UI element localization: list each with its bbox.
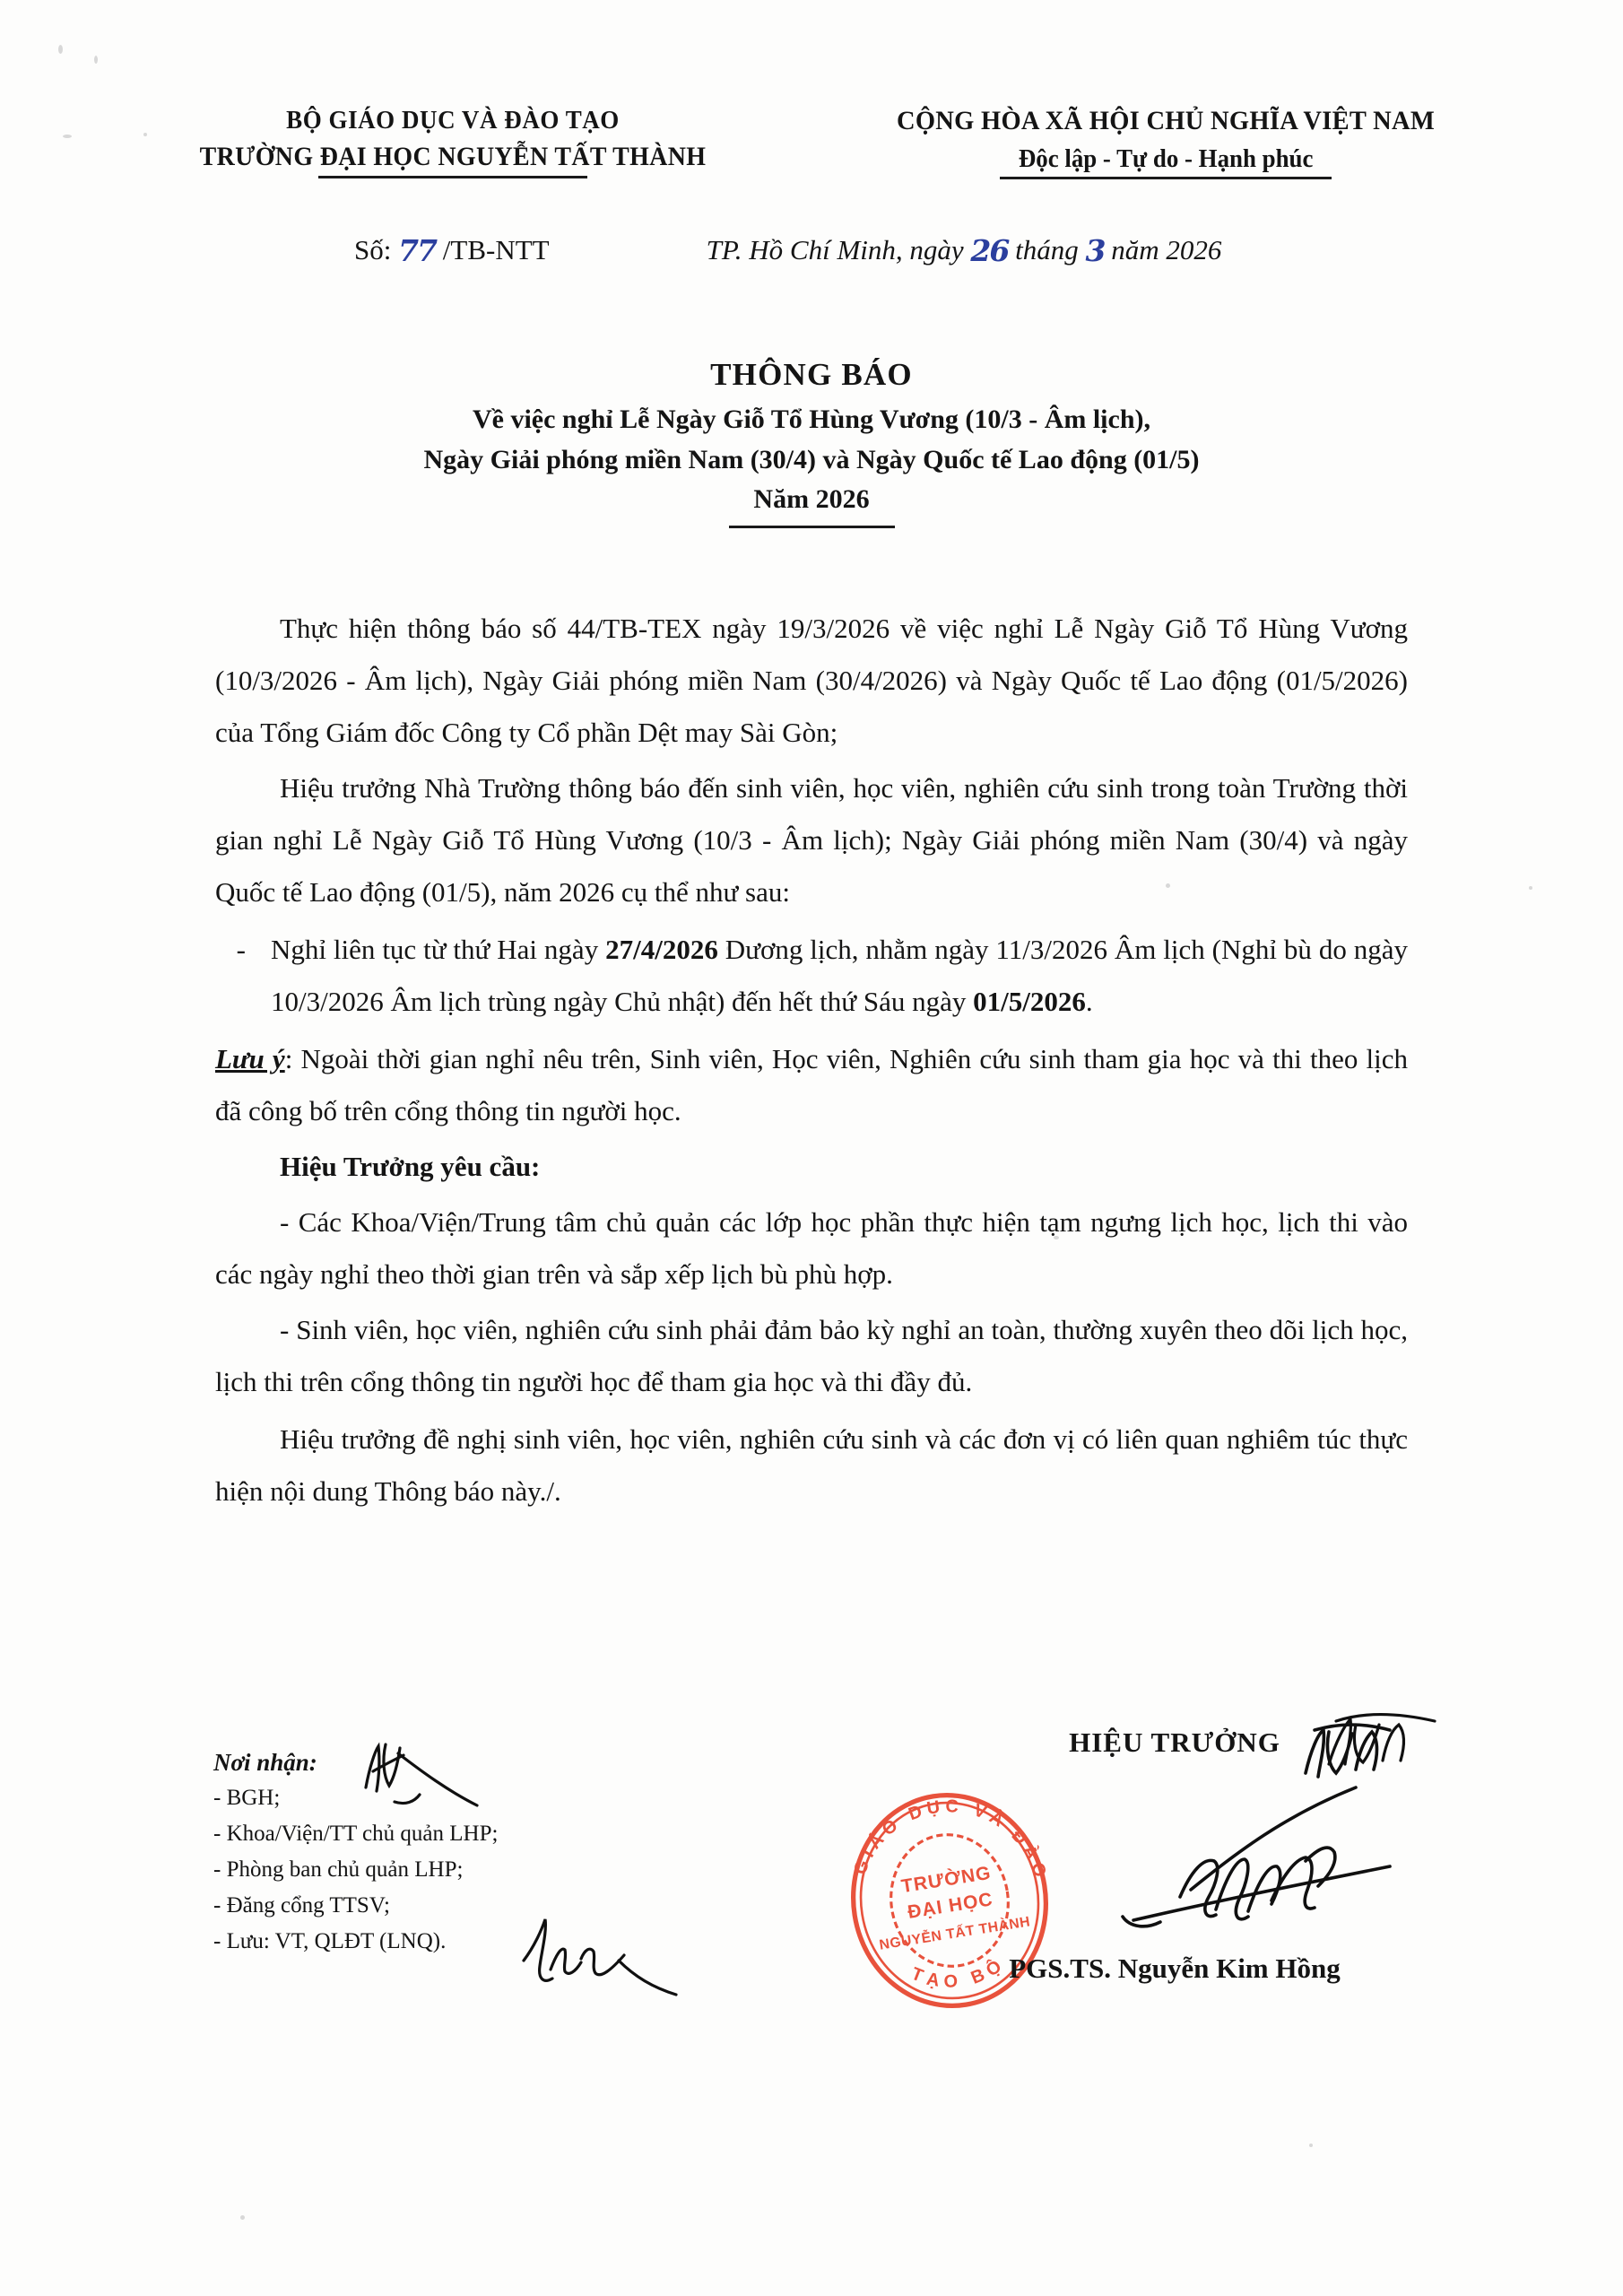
header-divider-left [318, 176, 587, 178]
signature-block [924, 1726, 1426, 1985]
svg-text:TẠO BỘ: TẠO BỘ [908, 1952, 1011, 1992]
recipient-item: - Phòng ban chủ quản LHP; [213, 1857, 464, 1882]
request-item-2: - Sinh viên, học viên, nghiên cứu sinh phải đảm bảo kỳ nghỉ an toàn, thường xuyên theo dõi lịch học, lịch thi trên cổng thông tin người học để tham gia học và thi đầy đủ. [215, 1314, 1408, 1397]
university-name: TRƯỜNG ĐẠI HỌC NGUYỄN TẤT THÀNH [199, 142, 707, 171]
recipient-item: - Lưu: VT, QLĐT (LNQ). [213, 1929, 447, 1953]
title-divider [729, 526, 895, 528]
bullet-text-part-3: . [1085, 986, 1093, 1017]
scan-speck [240, 2215, 245, 2220]
recipient-item: - BGH; [213, 1786, 281, 1810]
request-heading: Hiệu Trưởng yêu cầu: [280, 1151, 541, 1182]
date-day-handwritten: 26 [970, 233, 1009, 268]
document-number-label: Số: [354, 234, 392, 265]
header-divider-right [1000, 177, 1332, 179]
bullet-text-part-1: Nghỉ liên tục từ thứ Hai ngày [271, 934, 606, 965]
signer-name: PGS.TS. Nguyễn Kim Hồng [1009, 1952, 1341, 1984]
month-label: tháng [1015, 234, 1079, 265]
document-body [215, 603, 1408, 1521]
note-text: : Ngoài thời gian nghỉ nêu trên, Sinh viên, Học viên, Nghiên cứu sinh tham gia học và thi theo lịch đã công bố trên cổng thông tin người học. [215, 1043, 1408, 1126]
national-header-block [794, 106, 1538, 179]
title-block [0, 357, 1623, 528]
document-number-handwritten: 77 [398, 233, 437, 268]
document-meta-row [0, 231, 1623, 266]
svg-text:GIÁO DỤC VÀ ĐÀO: GIÁO DỤC VÀ ĐÀO [849, 1796, 1052, 1884]
document-type-title: THÔNG BÁO [710, 357, 913, 392]
place-and-date [707, 231, 1222, 266]
country-name: CỘNG HÒA XÃ HỘI CHỦ NGHĨA VIỆT NAM [896, 106, 1436, 135]
recipients-title: Nơi nhận: [213, 1749, 317, 1776]
title-subject-line-2: Ngày Giải phóng miền Nam (30/4) và Ngày Quốc tế Lao động (01/5) [423, 444, 1200, 474]
issuing-authority-block [112, 106, 794, 179]
scan-speck [94, 56, 98, 64]
document-number [354, 231, 550, 266]
recipients-block [213, 1744, 498, 1960]
holiday-bullet-text [271, 924, 1408, 1028]
scan-speck [1309, 2144, 1313, 2147]
bullet-start-date: 27/4/2026 [605, 934, 718, 965]
title-subject-line-1: Về việc nghỉ Lễ Ngày Giỗ Tổ Hùng Vương (10/3 - Âm lịch), [472, 404, 1151, 434]
ministry-name: BỘ GIÁO DỤC VÀ ĐÀO TẠO [286, 106, 620, 135]
place-date-prefix: TP. Hồ Chí Minh, ngày [706, 234, 964, 265]
scan-speck [1529, 886, 1532, 890]
seal-inner-line-3: NGUYỄN TẤT THÀNH [878, 1914, 1032, 1953]
body-paragraph-1: Thực hiện thông báo số 44/TB-TEX ngày 19/3/2026 về việc nghỉ Lễ Ngày Giỗ Tổ Hùng Vương (10/3/2026 - Âm lịch), Ngày Giải phóng miền Nam (30/4/2026) và Ngày Quốc tế Lao động (01/5/2026) của Tổng Giám đốc Công ty Cổ phần Dệt may Sài Gòn; [215, 613, 1408, 748]
document-number-suffix: /TB-NTT [442, 234, 550, 265]
recipient-item: - Đăng cổng TTSV; [213, 1893, 390, 1918]
signer-role: HIỆU TRƯỞNG [1069, 1726, 1280, 1758]
body-paragraph-2: Hiệu trưởng Nhà Trường thông báo đến sinh viên, học viên, nghiên cứu sinh trong toàn Trường thời gian nghỉ Lễ Ngày Giỗ Tổ Hùng Vương (10/3 - Âm lịch); Ngày Giải phóng miền Nam (30/4) và ngày Quốc tế Lao động (01/5), năm 2026 cụ thể như sau: [215, 772, 1408, 908]
scan-speck [58, 45, 63, 54]
bullet-dash: - [236, 934, 246, 965]
note-label: Lưu ý [215, 1043, 285, 1074]
document-header [0, 106, 1623, 179]
year-label: năm 2026 [1111, 234, 1222, 265]
closing-paragraph: Hiệu trưởng đề nghị sinh viên, học viên, nghiên cứu sinh và các đơn vị có liên quan nghiêm túc thực hiện nội dung Thông báo này./. [215, 1423, 1408, 1507]
holiday-bullet-item [215, 924, 1408, 1028]
archive-initial-signature [518, 1910, 689, 2000]
seal-inner-line-2: ĐẠI HỌC [906, 1889, 995, 1923]
date-month-handwritten: 3 [1085, 233, 1105, 268]
bullet-end-date: 01/5/2026 [973, 986, 1086, 1017]
seal-inner-line-1: TRƯỜNG [899, 1862, 994, 1898]
recipient-item: - Khoa/Viện/TT chủ quản LHP; [213, 1822, 499, 1846]
title-year: Năm 2026 [753, 484, 870, 515]
national-motto: Độc lập - Tự do - Hạnh phúc [1018, 145, 1314, 173]
note-paragraph [215, 1033, 1408, 1137]
bullet-text-part-2: Dương lịch, nhằm ngày 11/3/2026 Âm lịch (Nghỉ bù do ngày 10/3/2026 Âm lịch trùng ngày Chủ nhật) đến hết thứ Sáu ngày [271, 934, 1408, 1017]
request-item-1: - Các Khoa/Viện/Trung tâm chủ quản các lớp học phần thực hiện tạm ngưng lịch học, lịch thi vào các ngày nghỉ theo thời gian trên và sắp xếp lịch bù phù hợp. [215, 1206, 1408, 1290]
